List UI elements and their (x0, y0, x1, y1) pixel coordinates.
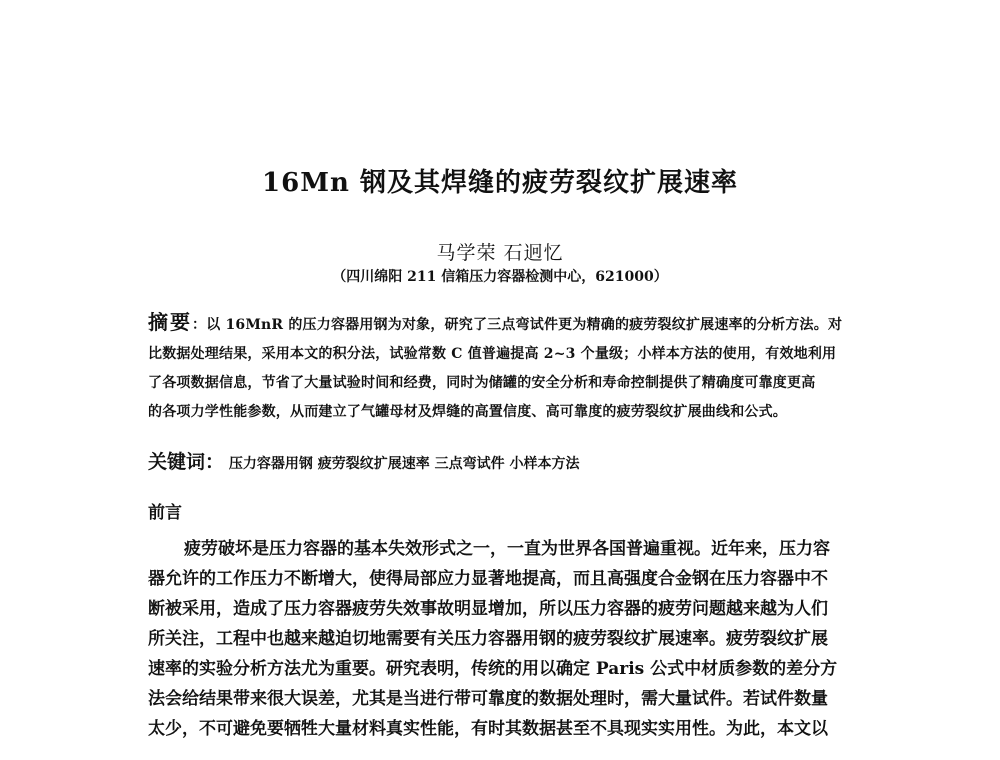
intro-line-1: 疲劳破坏是压力容器的基本失效形式之一，一直为世界各国普遍重视。近年来，压力容 (184, 539, 830, 559)
abstract-text-3: 了各项数据信息，节省了大量试验时间和经费，同时为储罐的安全分析和寿命控制提供了精确度可靠度更高 (148, 375, 816, 391)
keywords-block (148, 447, 860, 474)
paper-title: 16Mn 钢及其焊缝的疲劳裂纹扩展速率 (262, 168, 738, 198)
keywords-text: 压力容器用钢 疲劳裂纹扩展速率 三点弯试件 小样本方法 (228, 456, 580, 472)
intro-line-4: 所关注，工程中也越来越迫切地需要有关压力容器用钢的疲劳裂纹扩展速率。疲劳裂纹扩展 (148, 629, 828, 649)
abstract-label: 摘要 (148, 310, 192, 334)
intro-line-5: 速率的实验分析方法尤为重要。研究表明，传统的用以确定 Paris 公式中材质参数的差分方 (148, 659, 838, 679)
paper-authors: 马学荣 石迥忆 (436, 242, 564, 264)
intro-line-6: 法会给结果带来很大误差，尤其是当进行带可靠度的数据处理时，需大量试件。若试件数量 (148, 689, 828, 709)
abstract-text-4: 的各项力学性能参数，从而建立了气罐母材及焊缝的高置信度、高可靠度的疲劳裂纹扩展曲线和公式。 (148, 404, 787, 420)
intro-line-3: 断被采用，造成了压力容器疲劳失效事故明显增加，所以压力容器的疲劳问题越来越为人们 (148, 599, 828, 619)
section-title-intro: 前言 (148, 503, 182, 523)
abstract-text-1: ：以 16MnR 的压力容器用钢为对象，研究了三点弯试件更为精确的疲劳裂纹扩展速率的分析方法。对 (192, 317, 843, 333)
intro-line-7: 太少，不可避免要牺牲大量材料真实性能，有时其数据甚至不具现实实用性。为此，本文以 (148, 719, 828, 739)
paper-affiliation: （四川绵阳 211 信箱压力容器检测中心，621000） (332, 269, 668, 285)
intro-line-2: 器允许的工作压力不断增大，使得局部应力显著地提高，而且高强度合金钢在压力容器中不 (148, 569, 828, 589)
keywords-label: 关键词： (148, 451, 225, 473)
abstract-block (148, 308, 860, 427)
abstract-line-1 (148, 308, 860, 340)
intro-paragraph (148, 534, 860, 744)
abstract-text-2: 比数据处理结果，采用本文的积分法，试验常数 C 值普遍提高 2~3 个量级；小样本方法的使用，有效地利用 (148, 346, 837, 362)
